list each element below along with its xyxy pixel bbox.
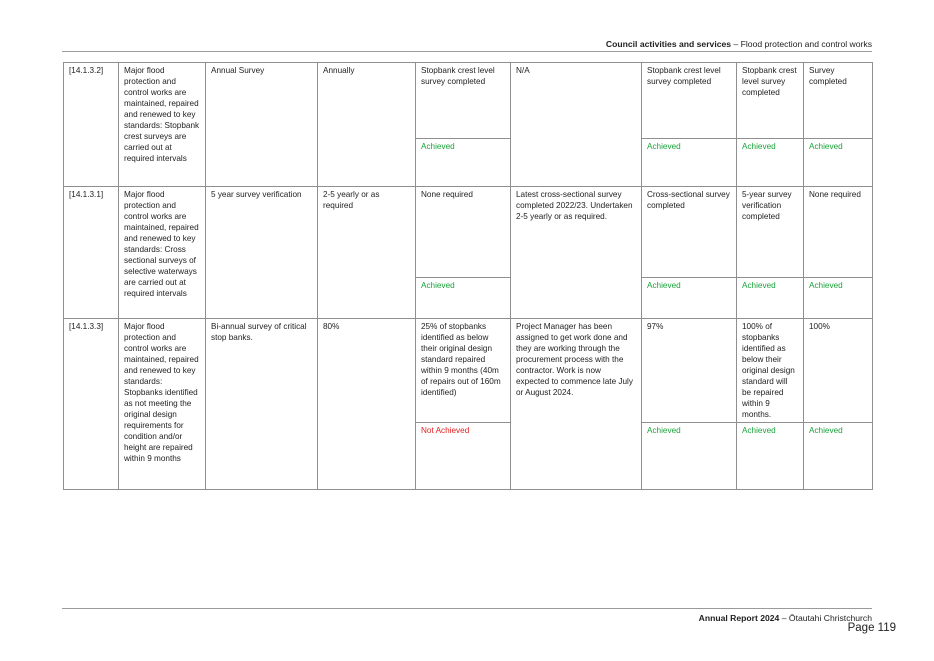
table-row bbox=[64, 63, 873, 139]
page-header bbox=[606, 39, 872, 49]
status-achieved: Achieved bbox=[804, 278, 873, 319]
status-achieved: Achieved bbox=[804, 423, 873, 490]
result-cell: 97% bbox=[642, 319, 737, 423]
measure-method-cell: 5 year survey verification bbox=[206, 187, 318, 319]
measure-id-cell: [14.1.3.3] bbox=[64, 319, 119, 490]
result-cell: Stopbank crest level survey completed bbox=[642, 63, 737, 139]
measure-method-cell: Annual Survey bbox=[206, 63, 318, 187]
result-cell: None required bbox=[804, 187, 873, 278]
comment-cell: Project Manager has been assigned to get work done and they are working through the procurement process with the contractor. Work is now expected to commence late July or August 2024. bbox=[511, 319, 642, 490]
footer-report-subtitle: – Ōtautahi Christchurch bbox=[779, 613, 872, 623]
table-row bbox=[64, 187, 873, 278]
page-number: Page 119 bbox=[847, 622, 896, 634]
footer-divider bbox=[62, 608, 872, 609]
status-achieved: Achieved bbox=[642, 139, 737, 187]
page-footer bbox=[699, 613, 872, 623]
measure-id-cell: [14.1.3.2] bbox=[64, 63, 119, 187]
measure-description-cell: Major flood protection and control works are maintained, repaired and renewed to key standards: Stopbank crest surveys are carried out at required intervals bbox=[119, 63, 206, 187]
status-achieved: Achieved bbox=[416, 139, 511, 187]
status-achieved: Achieved bbox=[416, 278, 511, 319]
table-row bbox=[64, 319, 873, 423]
footer-report-title: Annual Report 2024 bbox=[698, 613, 780, 623]
status-achieved: Achieved bbox=[737, 139, 804, 187]
status-not-achieved: Not Achieved bbox=[416, 423, 511, 490]
measure-description-cell: Major flood protection and control works are maintained, repaired and renewed to key standards: Stopbanks identified as not meeting the original design requirements for condition and/or height are repaired within 9 months bbox=[119, 319, 206, 490]
result-cell: Cross-sectional survey completed bbox=[642, 187, 737, 278]
result-cell: Stopbank crest level survey completed bbox=[737, 63, 804, 139]
measure-frequency-cell: 80% bbox=[318, 319, 416, 490]
comment-cell: N/A bbox=[511, 63, 642, 187]
header-divider bbox=[62, 51, 872, 52]
measure-frequency-cell: 2-5 yearly or as required bbox=[318, 187, 416, 319]
status-achieved: Achieved bbox=[642, 423, 737, 490]
measure-id-cell: [14.1.3.1] bbox=[64, 187, 119, 319]
measure-method-cell: Bi-annual survey of critical stop banks. bbox=[206, 319, 318, 490]
header-section-subtitle: – Flood protection and control works bbox=[731, 39, 872, 49]
performance-measures-table bbox=[63, 62, 873, 490]
header-section-title: Council activities and services bbox=[605, 39, 732, 49]
result-cell: 5-year survey verification completed bbox=[737, 187, 804, 278]
target-cell: Stopbank crest level survey completed bbox=[416, 63, 511, 139]
status-achieved: Achieved bbox=[642, 278, 737, 319]
target-cell: 25% of stopbanks identified as below their original design standard repaired within 9 months (40m of repairs out of 160m identified) bbox=[416, 319, 511, 423]
target-cell: None required bbox=[416, 187, 511, 278]
measure-frequency-cell: Annually bbox=[318, 63, 416, 187]
status-achieved: Achieved bbox=[737, 423, 804, 490]
measure-description-cell: Major flood protection and control works are maintained, repaired and renewed to key standards: Cross sectional surveys of selective waterways are carried out at required intervals bbox=[119, 187, 206, 319]
result-cell: 100% bbox=[804, 319, 873, 423]
status-achieved: Achieved bbox=[804, 139, 873, 187]
status-achieved: Achieved bbox=[737, 278, 804, 319]
result-cell: Survey completed bbox=[804, 63, 873, 139]
comment-cell: Latest cross-sectional survey completed 2022/23. Undertaken 2-5 yearly or as required. bbox=[511, 187, 642, 319]
result-cell: 100% of stopbanks identified as below their original design standard will be repaired within 9 months. bbox=[737, 319, 804, 423]
